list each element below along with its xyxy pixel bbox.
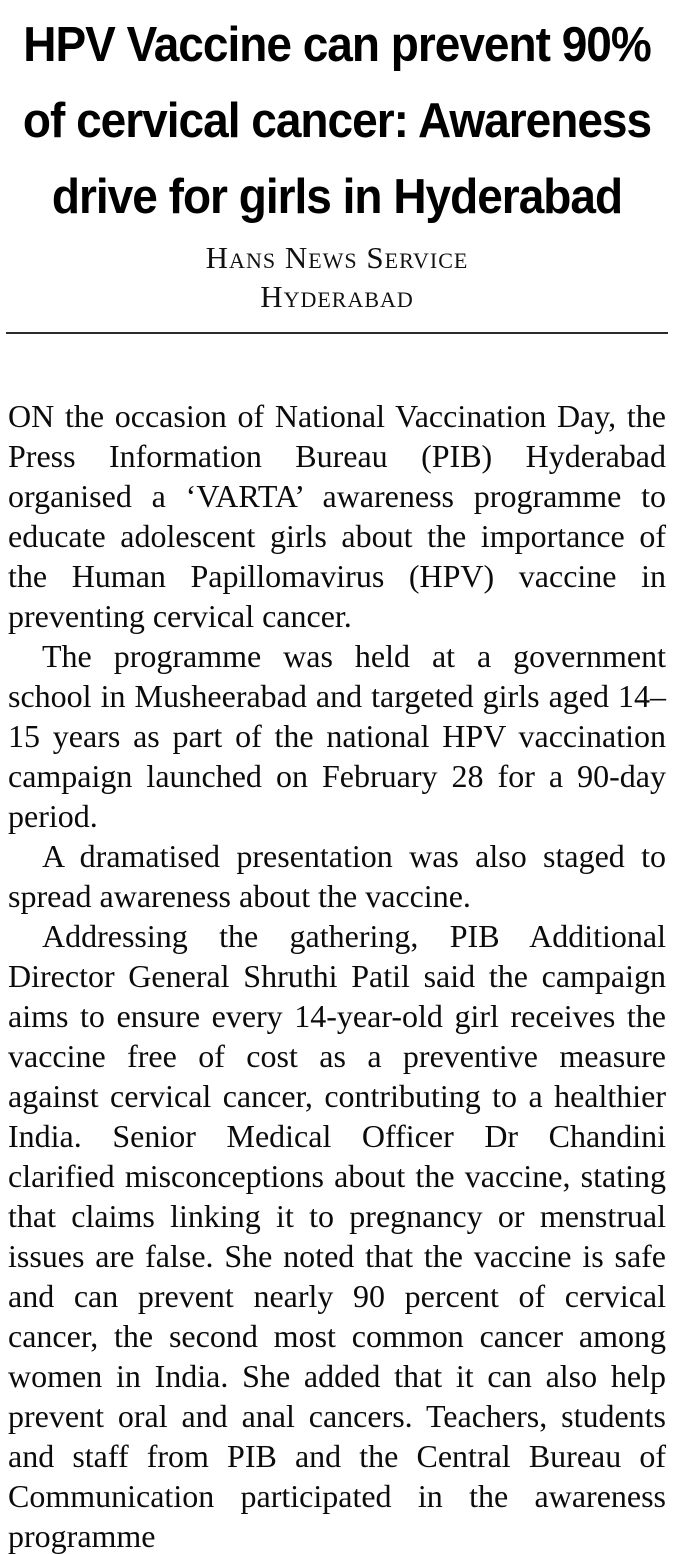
divider-rule: [6, 332, 668, 334]
headline-line-2: of cervical cancer: Awareness: [22, 92, 652, 148]
headline-line-1: HPV Vaccine can prevent 90%: [23, 16, 651, 72]
byline-city: Hyderabad: [260, 279, 414, 314]
byline-block: [0, 238, 674, 316]
paragraph-4: Addressing the gathering, PIB Additional Director General Shruthi Patil said the campaign aims to ensure every 14-year-old girl receives the vaccine free of cost as a preventive measure against cervical cancer, contributing to a healthier India. Senior Medical Officer Dr Chandini clarified misconceptions about the vaccine, stating that claims linking it to pregnancy or menstrual issues are false. She noted that the vaccine is safe and can prevent nearly 90 percent of cervical cancer, the second most common cancer among women in India. She added that it can also help prevent oral and anal cancers. Teachers, students and staff from PIB and the Central Bureau of Communication participated in the awareness programme: [8, 918, 666, 1554]
headline-line-3: drive for girls in Hyderabad: [51, 168, 623, 224]
paragraph-3: A dramatised presentation was also staged to spread awareness about the vaccine.: [8, 838, 666, 914]
article-body: [0, 396, 674, 1554]
byline-agency: Hans News Service: [205, 240, 469, 275]
paragraph-2: The programme was held at a government school in Musheerabad and targeted girls aged 14–15 years as part of the national HPV vaccination campaign launched on February 28 for a 90-day period.: [8, 638, 666, 834]
paragraph-1: ON the occasion of National Vaccination Day, the Press Information Bureau (PIB) Hyderabad organised a ‘VARTA’ awareness programme to educate adolescent girls about the importance of the Human Papillomavirus (HPV) vaccine in preventing cervical cancer.: [8, 398, 666, 634]
article-header: [0, 6, 674, 316]
headline: [0, 6, 674, 234]
